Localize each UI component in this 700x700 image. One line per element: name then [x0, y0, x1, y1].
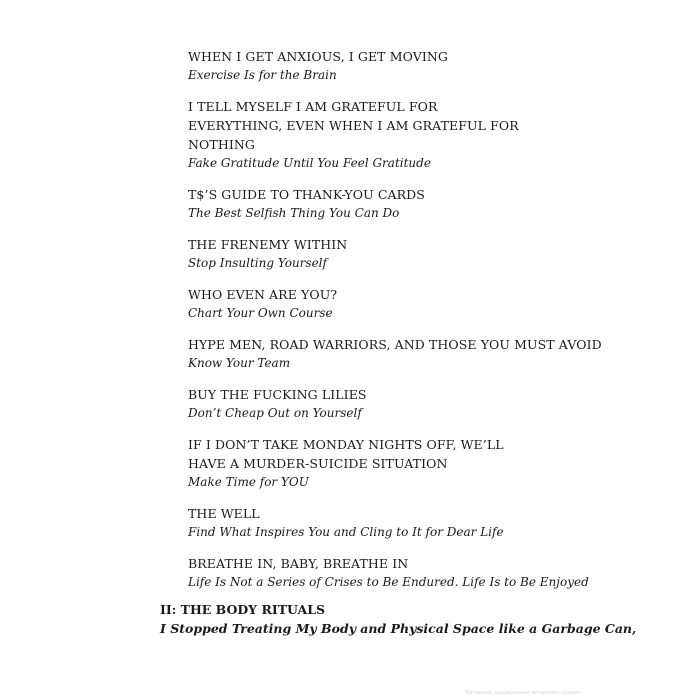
- entry-subtitle: Don’t Cheap Out on Yourself: [188, 406, 362, 420]
- toc-entry[interactable]: [188, 554, 688, 592]
- entry-subtitle: Chart Your Own Course: [188, 306, 333, 320]
- copyright-watermark: Материал, защищенный авторским правом: [465, 690, 580, 696]
- entry-title: HYPE MEN, ROAD WARRIORS, AND THOSE YOU MUST AVOID: [188, 337, 602, 352]
- entry-title: BUY THE FUCKING LILIES: [188, 387, 367, 402]
- part-title: II: THE BODY RITUALS: [160, 602, 326, 617]
- toc-entry[interactable]: [188, 47, 688, 85]
- entry-subtitle: Make Time for YOU: [188, 475, 309, 489]
- entry-subtitle: Know Your Team: [188, 356, 291, 370]
- toc-entry[interactable]: [188, 235, 688, 273]
- toc-entry[interactable]: [188, 97, 688, 173]
- toc-entry[interactable]: [188, 335, 688, 373]
- entry-title: IF I DON’T TAKE MONDAY NIGHTS OFF, WE’LL HAVE A MURDER-SUICIDE SITUATION: [188, 437, 504, 471]
- part-heading[interactable]: [160, 600, 680, 638]
- toc-entry[interactable]: [188, 435, 688, 492]
- toc-entry[interactable]: [188, 285, 688, 323]
- entry-subtitle: Find What Inspires You and Cling to It for Dear Life: [188, 525, 504, 539]
- table-of-contents: [188, 47, 688, 604]
- part-subtitle: I Stopped Treating My Body and Physical Space like a Garbage Can,: [160, 621, 637, 636]
- entry-subtitle: Fake Gratitude Until You Feel Gratitude: [188, 156, 431, 170]
- entry-title: BREATHE IN, BABY, BREATHE IN: [188, 556, 409, 571]
- entry-title: THE FRENEMY WITHIN: [188, 237, 348, 252]
- entry-subtitle: The Best Selfish Thing You Can Do: [188, 206, 400, 220]
- entry-title: THE WELL: [188, 506, 260, 521]
- entry-title: WHEN I GET ANXIOUS, I GET MOVING: [188, 49, 449, 64]
- entry-title: I TELL MYSELF I AM GRATEFUL FOR EVERYTHING, EVEN WHEN I AM GRATEFUL FOR NOTHING: [188, 99, 519, 152]
- toc-entry[interactable]: [188, 185, 688, 223]
- toc-entry[interactable]: [188, 504, 688, 542]
- toc-entry[interactable]: [188, 385, 688, 423]
- entry-subtitle: Stop Insulting Yourself: [188, 256, 327, 270]
- entry-subtitle: Life Is Not a Series of Crises to Be Endured. Life Is to Be Enjoyed: [188, 575, 589, 589]
- entry-title: T$’S GUIDE TO THANK-YOU CARDS: [188, 187, 425, 202]
- entry-subtitle: Exercise Is for the Brain: [188, 68, 337, 82]
- entry-title: WHO EVEN ARE YOU?: [188, 287, 338, 302]
